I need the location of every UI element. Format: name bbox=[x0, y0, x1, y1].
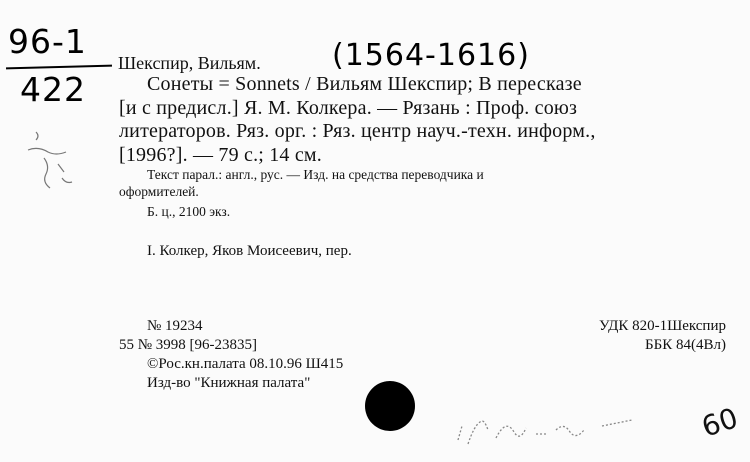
publisher-line: Изд-во "Книжная палата" bbox=[147, 375, 311, 391]
description-line-3: литераторов. Ряз. орг. : Ряз. центр науч.-техн. информ., bbox=[119, 120, 596, 142]
author-dates: (1564-1616) bbox=[332, 38, 530, 73]
margin-number: 60 bbox=[697, 401, 742, 444]
faint-scribble-bottom bbox=[452, 400, 652, 450]
card-number: № 19234 bbox=[147, 318, 203, 334]
punch-hole bbox=[365, 381, 415, 431]
call-number-top: 96-1 bbox=[8, 22, 87, 61]
card-number-2: 55 № 3998 [96-23835] bbox=[119, 337, 258, 353]
faint-scribble-left bbox=[14, 128, 82, 198]
bbk-code: ББК 84(4Вл) bbox=[645, 337, 726, 353]
description-line-1: Сонеты = Sonnets / Вильям Шекспир; В пересказе bbox=[147, 73, 582, 95]
note-line-1: Текст парал.: англ., рус. — Изд. на средства переводчика и bbox=[147, 167, 484, 182]
author-heading: Шекспир, Вильям. bbox=[118, 53, 261, 73]
tracing-entry: I. Колкер, Яков Моисеевич, пер. bbox=[147, 243, 352, 259]
udk-code: УДК 820-1Шекспир bbox=[598, 318, 726, 334]
copyright-line: ©Рос.кн.палата 08.10.96 Ш415 bbox=[147, 356, 344, 372]
call-number-bottom: 422 bbox=[20, 70, 86, 109]
description-line-4: [1996?]. — 79 с.; 14 см. bbox=[119, 144, 322, 166]
call-number-rule bbox=[6, 65, 112, 70]
note-line-3: Б. ц., 2100 экз. bbox=[147, 204, 231, 219]
note-line-2: оформителей. bbox=[119, 184, 199, 199]
description-line-2: [и с предисл.] Я. М. Колкера. — Рязань : Проф. союз bbox=[119, 97, 578, 119]
